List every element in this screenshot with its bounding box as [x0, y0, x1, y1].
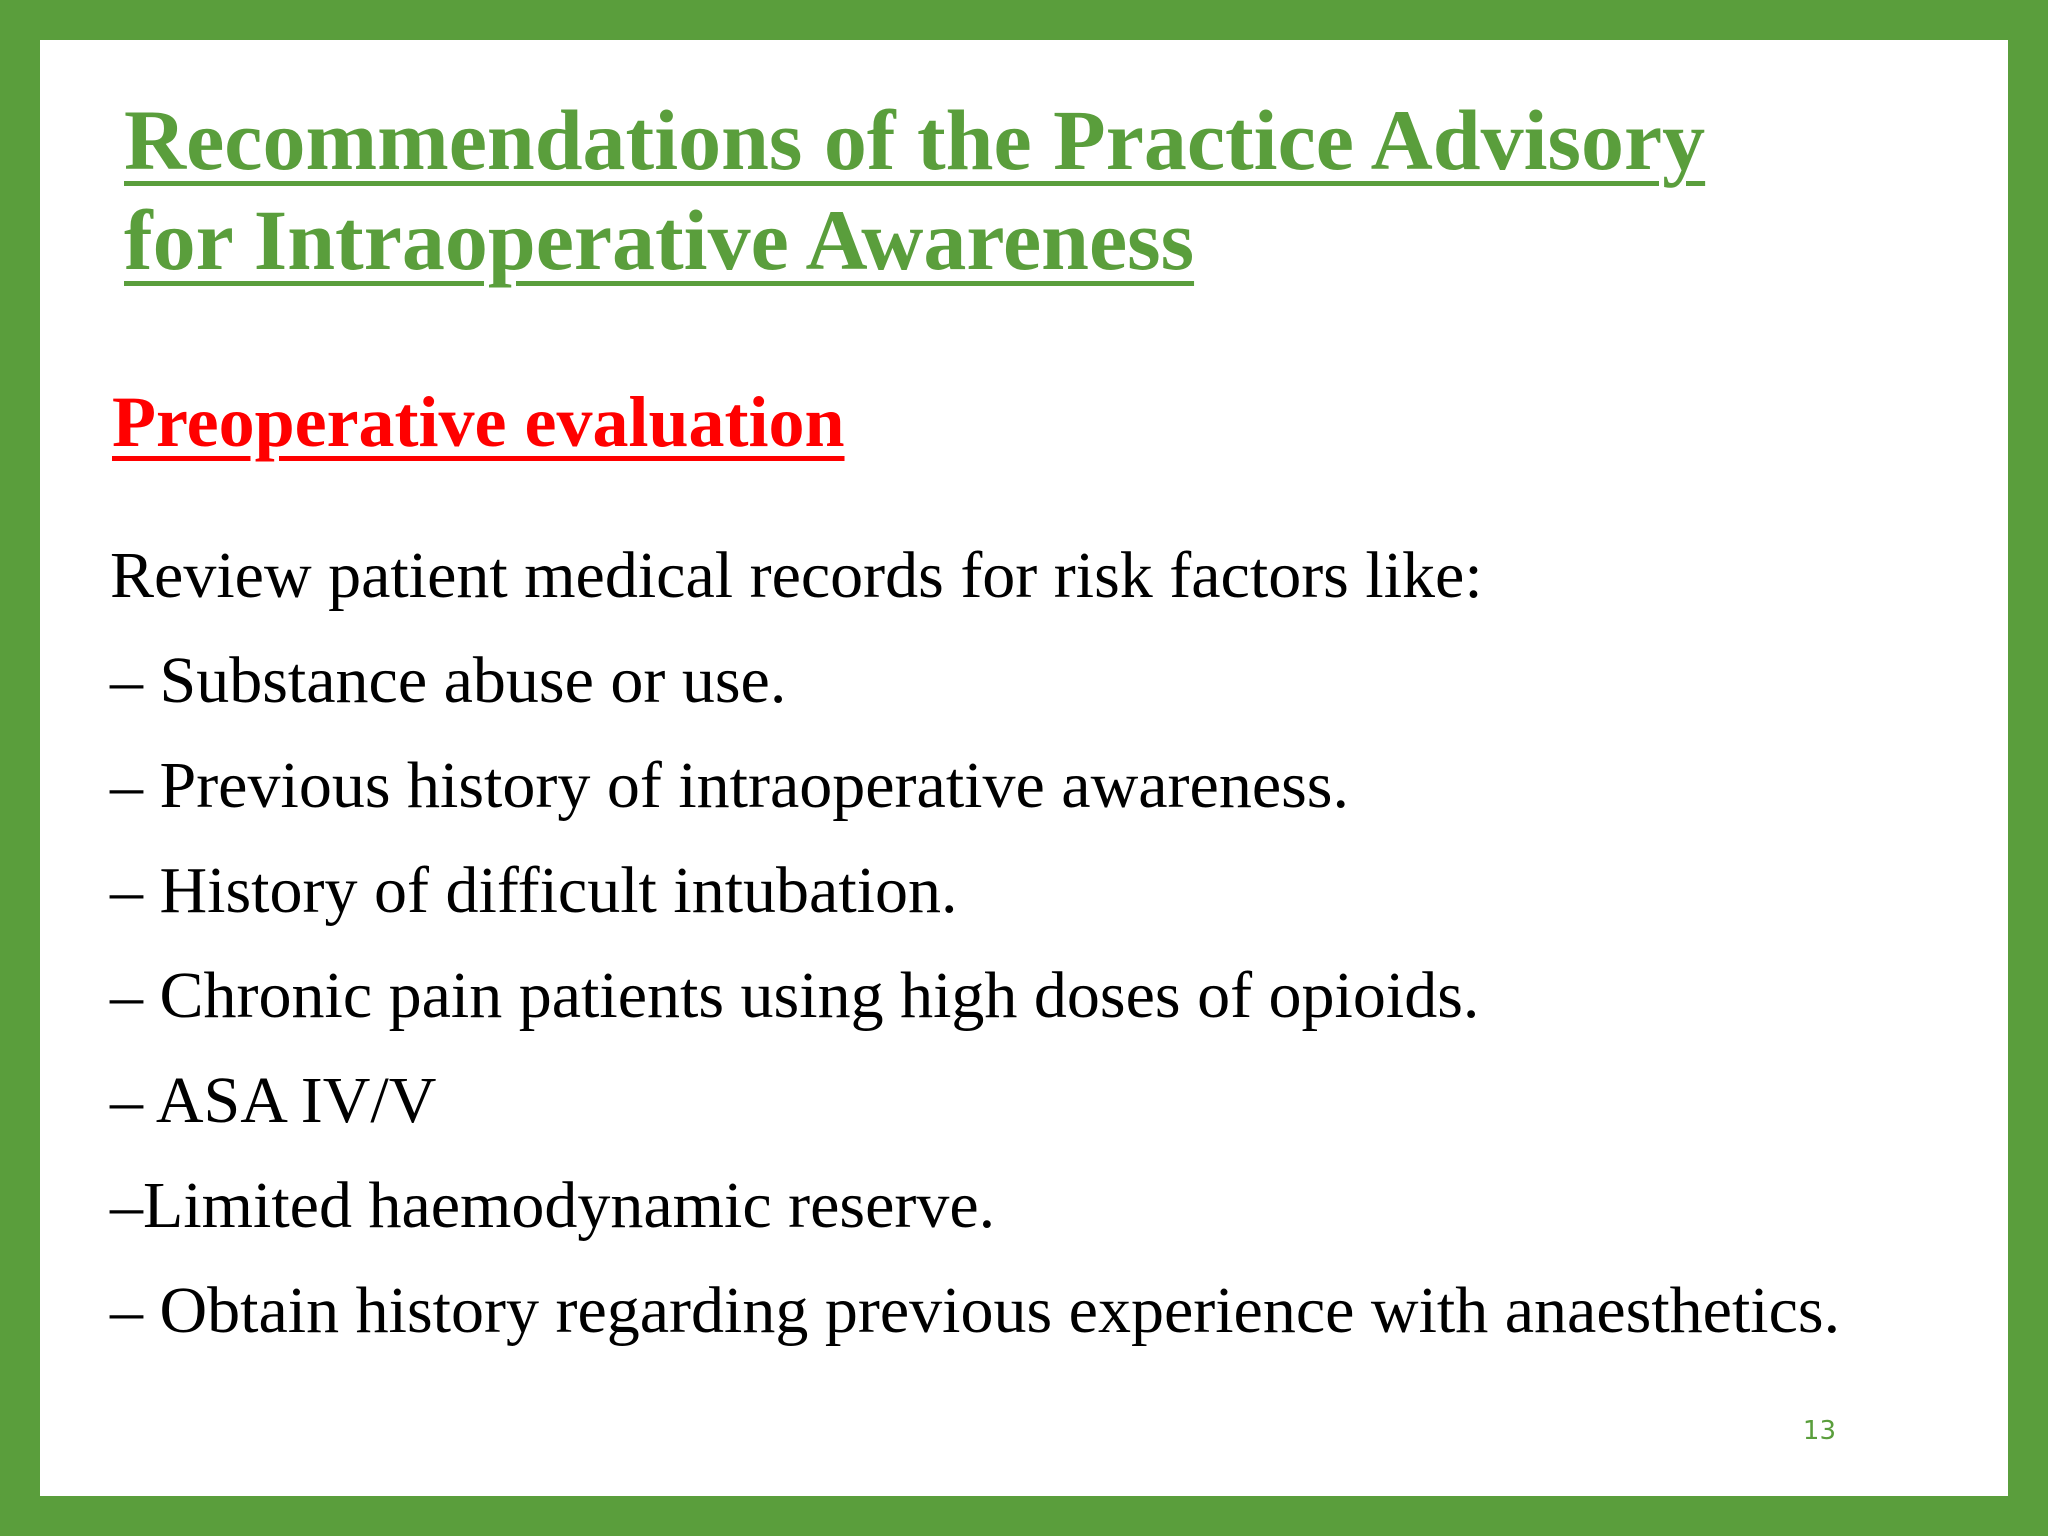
list-item: – Previous history of intraoperative awareness. [110, 749, 1349, 822]
list-item: – History of difficult intubation. [110, 854, 958, 927]
slide-title-line-1: Recommendations of the Practice Advisory [124, 92, 1706, 188]
risk-factor-list [110, 534, 2000, 1374]
slide-content-area [40, 40, 2008, 1496]
section-heading: Preoperative evaluation [112, 382, 845, 462]
page-number: 13 [1802, 1416, 1836, 1446]
intro-line: Review patient medical records for risk factors like: [110, 539, 1483, 612]
list-item: – Chronic pain patients using high doses of opioids. [110, 959, 1480, 1032]
list-item: – ASA IV/V [110, 1064, 437, 1137]
slide-title-line-2: for Intraoperative Awareness [124, 192, 1195, 288]
list-item: – Obtain history regarding previous experience with anaesthetics. [110, 1274, 1841, 1347]
slide-title [124, 90, 1964, 290]
list-item: – Substance abuse or use. [110, 644, 787, 717]
list-item: –Limited haemodynamic reserve. [110, 1169, 996, 1242]
